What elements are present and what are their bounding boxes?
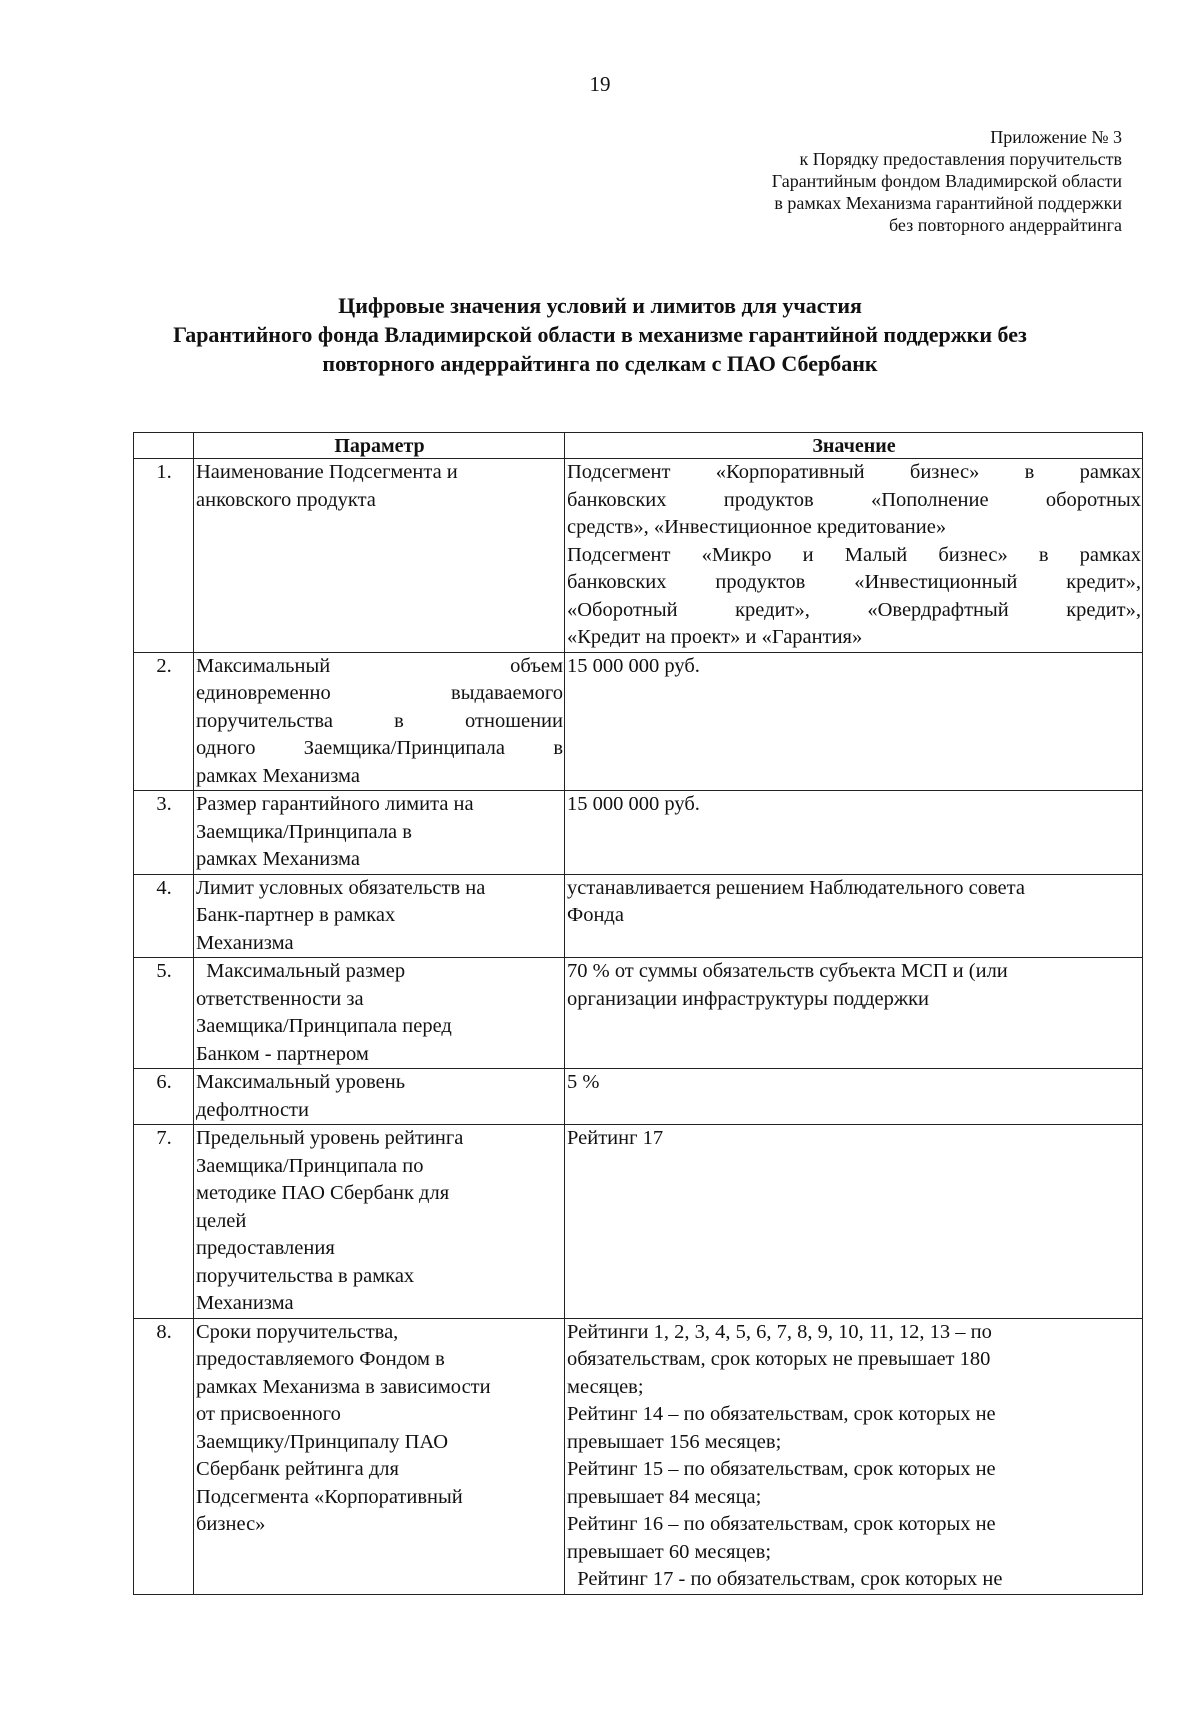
- param-line: поручительства в рамках: [196, 1264, 415, 1287]
- value-line: устанавливается решением Наблюдательного совета: [567, 876, 1025, 899]
- param-line: единовременно выдаваемого: [196, 682, 563, 704]
- appendix-line: в рамках Механизма гарантийной поддержки: [774, 193, 1122, 213]
- param-cell: [194, 874, 565, 958]
- value-line: Подсегмент «Микро и Малый бизнес» в рамках: [567, 543, 1141, 566]
- row-number: 8.: [134, 1318, 194, 1594]
- param-line: Сроки поручительства,: [196, 1320, 399, 1343]
- param-line: Подсегмента «Корпоративный: [196, 1485, 463, 1508]
- header-number: [134, 433, 194, 459]
- param-cell: [194, 1069, 565, 1125]
- param-line: Лимит условных обязательств на: [196, 876, 486, 899]
- value-cell: [565, 874, 1143, 958]
- value-line: превышает 84 месяца;: [567, 1485, 762, 1508]
- param-line: рамках Механизма в зависимости: [196, 1375, 491, 1398]
- param-line: Максимальный размер: [196, 960, 406, 982]
- param-line: целей: [196, 1209, 247, 1232]
- param-cell: [194, 459, 565, 653]
- param-line: Механизма: [196, 1292, 294, 1314]
- appendix-line: без повторного андеррайтинга: [888, 215, 1122, 235]
- table-header-row: [134, 433, 1143, 459]
- param-line: Заемщику/Принципалу ПАО: [196, 1430, 448, 1453]
- value-line: месяцев;: [567, 1375, 644, 1398]
- param-line: методике ПАО Сбербанк для: [196, 1182, 450, 1204]
- header-parameter: Параметр: [194, 433, 565, 459]
- appendix-line: к Порядку предоставления поручительств: [799, 149, 1122, 169]
- value-cell: [565, 958, 1143, 1069]
- row-number: 4.: [134, 874, 194, 958]
- param-line: Максимальный объем: [196, 654, 563, 677]
- param-line: Банк-партнер в рамках: [196, 904, 396, 926]
- param-line: дефолтности: [196, 1098, 309, 1121]
- param-line: Заемщика/Принципала перед: [196, 1015, 452, 1037]
- param-line: бизнес»: [196, 1513, 266, 1535]
- param-line: от присвоенного: [196, 1403, 341, 1425]
- value-line: 70 % от суммы обязательств субъекта МСП и (или: [567, 960, 1008, 982]
- value-line: обязательствам, срок которых не превышает 180: [567, 1348, 991, 1370]
- param-line: Механизма: [196, 931, 294, 954]
- value-line: банковских продуктов «Инвестиционный кредит»,: [567, 571, 1141, 593]
- value-line: превышает 156 месяцев;: [567, 1430, 782, 1453]
- value-line: организации инфраструктуры поддержки: [567, 987, 930, 1010]
- table-row: [134, 791, 1143, 875]
- document-title: [0, 291, 1200, 378]
- title-line: повторного андеррайтинга по сделкам с ПАО Сбербанк: [322, 351, 878, 376]
- param-line: Заемщика/Принципала по: [196, 1154, 424, 1177]
- param-line: рамках Механизма: [196, 848, 360, 870]
- value-line: Рейтинг 17 - по обязательствам, срок которых не: [567, 1568, 1003, 1590]
- header-value: Значение: [565, 433, 1143, 459]
- value-cell: [565, 1069, 1143, 1125]
- value-cell: [565, 652, 1143, 791]
- table-row: [134, 652, 1143, 791]
- value-line: Рейтинг 16 – по обязательствам, срок которых не: [567, 1513, 996, 1535]
- value-cell: [565, 1125, 1143, 1319]
- row-number: 2.: [134, 652, 194, 791]
- appendix-line: Гарантийным фондом Владимирской области: [771, 171, 1122, 191]
- param-line: предоставления: [196, 1237, 335, 1259]
- param-cell: [194, 791, 565, 875]
- appendix-header: [772, 126, 1122, 236]
- param-line: ответственности за: [196, 987, 364, 1010]
- param-line: Размер гарантийного лимита на: [196, 793, 474, 815]
- row-number: 1.: [134, 459, 194, 653]
- param-line: предоставляемого Фондом в: [196, 1348, 445, 1370]
- param-line: Заемщика/Принципала в: [196, 820, 412, 843]
- value-line: средств», «Инвестиционное кредитование»: [567, 516, 947, 538]
- table-row: [134, 459, 1143, 653]
- param-line: рамках Механизма: [196, 764, 360, 787]
- value-line: Рейтинг 14 – по обязательствам, срок которых не: [567, 1403, 996, 1425]
- value-line: Рейтинг 15 – по обязательствам, срок которых не: [567, 1458, 996, 1480]
- param-line: Предельный уровень рейтинга: [196, 1127, 464, 1149]
- value-line: Рейтинг 17: [567, 1127, 664, 1149]
- param-line: Наименование Подсегмента и: [196, 461, 458, 483]
- title-line: Цифровые значения условий и лимитов для участия: [338, 293, 862, 318]
- value-line: 15 000 000 руб.: [567, 793, 700, 815]
- param-line: Максимальный уровень: [196, 1071, 406, 1093]
- value-line: Фонда: [567, 904, 624, 926]
- row-number: 6.: [134, 1069, 194, 1125]
- param-cell: [194, 652, 565, 791]
- param-line: Сбербанк рейтинга для: [196, 1458, 399, 1480]
- table-row: [134, 874, 1143, 958]
- param-line: анковского продукта: [196, 488, 376, 511]
- row-number: 5.: [134, 958, 194, 1069]
- value-cell: [565, 459, 1143, 653]
- value-cell: [565, 1318, 1143, 1594]
- appendix-line: Приложение № 3: [990, 127, 1122, 147]
- param-cell: [194, 1125, 565, 1319]
- row-number: 7.: [134, 1125, 194, 1319]
- value-line: превышает 60 месяцев;: [567, 1540, 772, 1563]
- page-number: 19: [589, 72, 611, 96]
- param-cell: [194, 1318, 565, 1594]
- table-row: [134, 1069, 1143, 1125]
- table-row: [134, 958, 1143, 1069]
- param-line: поручительства в отношении: [196, 709, 563, 732]
- table-row: [134, 1125, 1143, 1319]
- value-line: «Оборотный кредит», «Овердрафтный кредит»,: [567, 598, 1141, 621]
- value-line: Подсегмент «Корпоративный бизнес» в рамках: [567, 461, 1141, 483]
- param-cell: [194, 958, 565, 1069]
- param-line: Банком - партнером: [196, 1042, 369, 1065]
- title-line: Гарантийного фонда Владимирской области в механизме гарантийной поддержки без: [173, 322, 1027, 347]
- value-cell: [565, 791, 1143, 875]
- param-line: одного Заемщика/Принципала в: [196, 737, 563, 759]
- table-row: [134, 1318, 1143, 1594]
- parameters-table: [133, 432, 1143, 1595]
- row-number: 3.: [134, 791, 194, 875]
- value-line: Рейтинги 1, 2, 3, 4, 5, 6, 7, 8, 9, 10, 11, 12, 13 – по: [567, 1320, 992, 1343]
- value-line: 15 000 000 руб.: [567, 654, 700, 677]
- value-line: 5 %: [567, 1071, 600, 1093]
- value-line: банковских продуктов «Пополнение оборотных: [567, 488, 1141, 511]
- value-line: «Кредит на проект» и «Гарантия»: [567, 626, 863, 648]
